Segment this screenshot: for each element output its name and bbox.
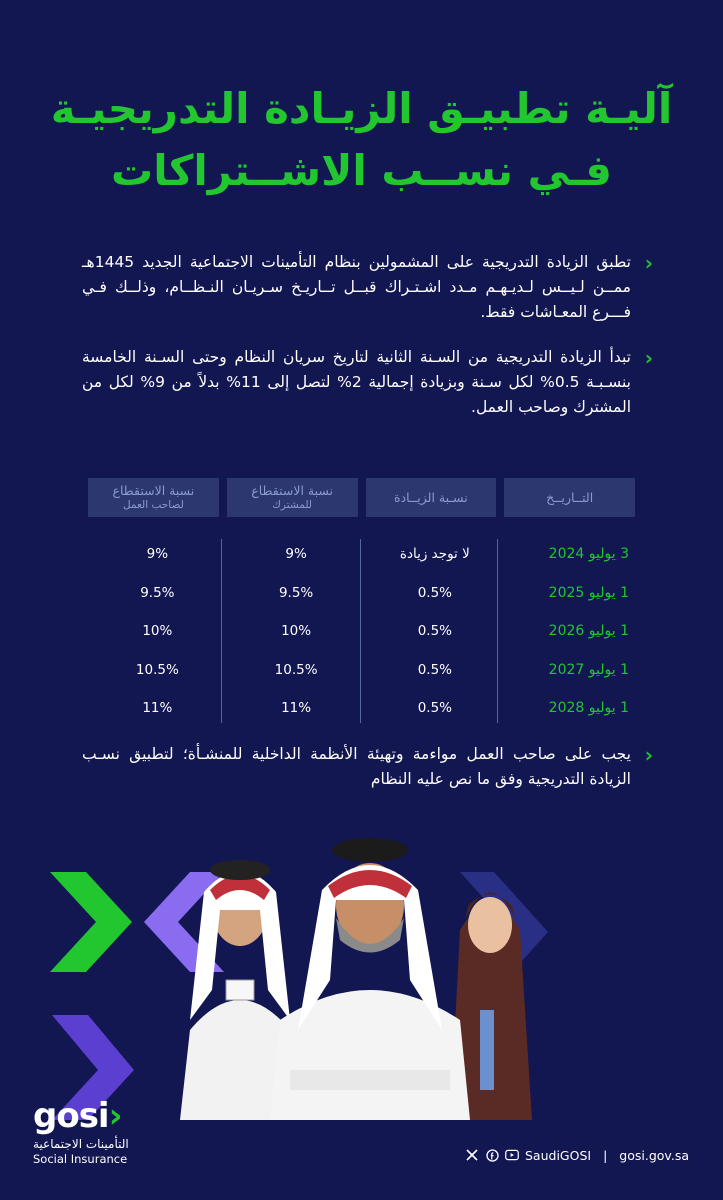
cell-subscriber: 10.5% — [274, 661, 318, 678]
cell-employer: 9.5% — [140, 584, 175, 601]
cell-date: 1 يوليو 2028 — [548, 700, 629, 717]
gosi-logo — [33, 1098, 143, 1167]
header-label: نسـبة الزيــادة — [394, 489, 468, 505]
note — [82, 742, 653, 812]
bullet-item — [82, 345, 653, 420]
table-row — [88, 651, 635, 690]
cell-increase: 0.5% — [417, 584, 453, 601]
logo-arabic: التأمينات الاجتماعية — [33, 1137, 129, 1151]
cell-employer: 9% — [146, 546, 169, 563]
cell-employer: 11% — [142, 700, 173, 717]
header-sublabel: للمشترك — [272, 498, 312, 511]
page-title — [0, 78, 723, 202]
header-date — [504, 478, 635, 517]
logo-wordmark — [33, 1098, 143, 1134]
header-sublabel: لصاحب العمل — [122, 498, 184, 511]
table-row — [88, 612, 635, 651]
column-divider — [221, 539, 222, 723]
youtube-icon[interactable] — [505, 1148, 519, 1162]
cell-increase: لا توجد زيادة — [399, 546, 470, 563]
title-line-1: آليـة تطبيـق الزيـادة التدريجيـة — [50, 84, 673, 133]
cell-increase: 0.5% — [417, 700, 453, 717]
cell-date: 1 يوليو 2025 — [548, 584, 629, 601]
header-subscriber — [227, 478, 358, 517]
rates-table — [88, 478, 635, 728]
bullet-list — [82, 250, 653, 440]
header-label: نسبة الاستقطاع — [251, 482, 334, 498]
bullet-text: تطبق الزيادة التدريجية على المشمولين بنظام التأمينات الاجتماعية الجديد 1445هـ ممــن لـيــس لـديـهـم مـدد اشـتـراك قبــل تــاريـخ سـريـان النـظــام، وذلــك فـي فـــرع المعـاشات فقط. — [82, 253, 631, 321]
header-employer — [88, 478, 219, 517]
cell-subscriber: 9% — [285, 546, 307, 563]
people-illustration-icon — [160, 820, 600, 1120]
cell-date: 1 يوليو 2026 — [548, 623, 629, 640]
note-text: يجب على صاحب العمل مواءمة وتهيئة الأنظمة الداخلية للمنشـأة؛ لتطبيق نسـب الزيادة التدريجية وفق ما نص عليه النظام — [82, 745, 631, 788]
logo-chevron-icon: › — [108, 1096, 122, 1136]
x-icon[interactable] — [465, 1148, 479, 1162]
title-line-2: فـي نســب الاشــتراكات — [110, 146, 613, 195]
facebook-icon[interactable] — [485, 1148, 499, 1162]
website-link[interactable]: gosi.gov.sa — [619, 1147, 689, 1163]
table-row — [88, 574, 635, 613]
cell-date: 1 يوليو 2027 — [548, 661, 629, 678]
table-header — [88, 478, 635, 517]
table-body — [88, 535, 635, 728]
chevron-left-icon: ‹ — [644, 251, 653, 275]
footer-separator: | — [603, 1147, 608, 1163]
cell-subscriber: 9.5% — [278, 584, 314, 601]
column-divider — [360, 539, 361, 723]
chevron-left-icon: ‹ — [644, 743, 653, 767]
footer-links — [465, 1145, 689, 1165]
cell-employer: 10% — [142, 623, 173, 640]
bullet-item — [82, 250, 653, 325]
cell-employer: 10.5% — [135, 661, 179, 678]
chevron-left-icon: ‹ — [644, 346, 653, 370]
bullet-text: تبدأ الزيادة التدريجية من السـنة الثانية لتاريخ سريان النظام وحتى السـنة الخامسة بنسـبـة 0.5% لكل سـنة وبزيادة إجمالية 2% لتصل إلى 11% بدلاً من 9% لكل من المشترك وصاحب العمل. — [82, 348, 631, 416]
logo-english: Social Insurance — [33, 1152, 128, 1166]
cell-subscriber: 11% — [281, 700, 312, 717]
bullet-item — [82, 742, 653, 792]
column-divider — [497, 539, 498, 723]
header-label: التــاريــخ — [546, 489, 594, 505]
logo-word: gosi — [33, 1096, 109, 1136]
cell-increase: 0.5% — [417, 661, 453, 678]
table-row — [88, 535, 635, 574]
table-row — [88, 689, 635, 728]
header-label: نسبة الاستقطاع — [112, 482, 195, 498]
cell-increase: 0.5% — [417, 623, 453, 640]
header-increase — [366, 478, 497, 517]
cell-date: 3 يوليو 2024 — [548, 546, 629, 563]
social-handle[interactable]: SaudiGOSI — [525, 1147, 592, 1163]
cell-subscriber: 10% — [281, 623, 312, 640]
